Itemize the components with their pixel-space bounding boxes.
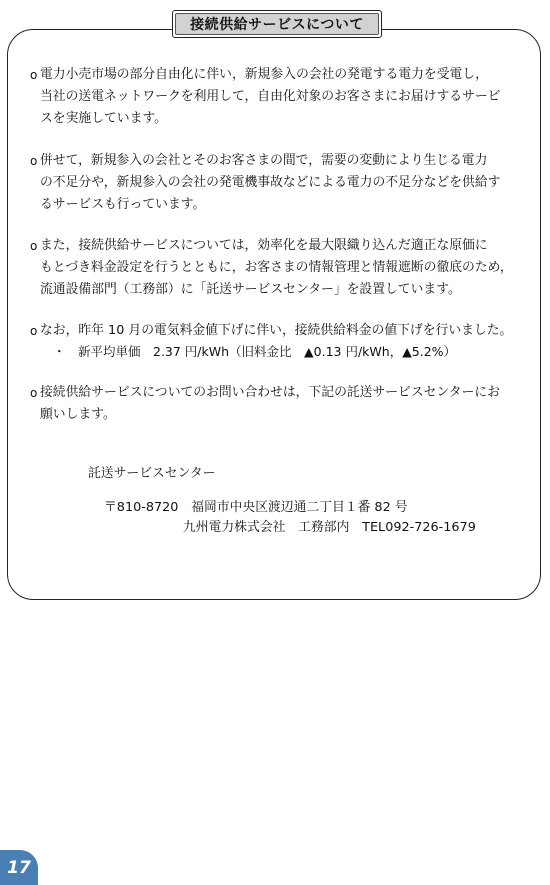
text-line: 願いします。 — [40, 407, 116, 422]
bullet-mark: o — [30, 68, 38, 82]
paragraph-4 — [40, 320, 528, 342]
page-number: 17 — [7, 857, 31, 878]
text-line: の不足分や，新規参入の会社の発電機事故などによる電力の不足分などを供給す — [40, 175, 501, 190]
text-line: 流通設備部門（工務部）に「託送サービスセンター」を設置しています。 — [40, 282, 461, 297]
text-line: 電力小売市場の部分自由化に伴い，新規参入の会社の発電する電力を受電し， — [40, 67, 488, 82]
paragraph-3 — [40, 235, 528, 301]
paragraph-1 — [40, 64, 528, 130]
paragraph-5 — [40, 382, 528, 426]
average-price-item: ・ 新平均単価 2.37 円/kWh（旧料金比 ▲0.13 円/kWh，▲5.2%） — [53, 344, 457, 359]
text-line: るサービスも行っています。 — [40, 197, 206, 212]
text-line: 併せて，新規参入の会社とそのお客さまの間で，需要の変動により生じる電力 — [40, 153, 488, 168]
bullet-mark: o — [30, 154, 38, 168]
bullet-mark: o — [30, 324, 38, 338]
contact-company-phone: 九州電力株式会社 工務部内 TEL092-726-1679 — [183, 520, 476, 535]
text-line: なお，昨年 10 月の電気料金値下げに伴い，接続供給料金の値下げを行いました。 — [40, 323, 513, 338]
text-line: スを実施しています。 — [40, 111, 167, 126]
text-line: もとづき料金設定を行うとともに，お客さまの情報管理と情報遮断の徹底のため， — [40, 260, 513, 275]
page-number-badge — [0, 850, 38, 885]
paragraph-2 — [40, 150, 528, 216]
text-line: 当社の送電ネットワークを利用して，自由化対象のお客さまにお届けするサービ — [40, 89, 501, 104]
text-line: また，接続供給サービスについては，効率化を最大限織り込んだ適正な原価に — [40, 238, 488, 253]
contact-center-name: 託送サービスセンター — [88, 466, 216, 481]
contact-address: 〒810-8720 福岡市中央区渡辺通二丁目１番 82 号 — [104, 500, 408, 515]
bullet-mark: o — [30, 386, 38, 400]
bullet-mark: o — [30, 239, 38, 253]
text-line: 接続供給サービスについてのお問い合わせは，下記の託送サービスセンターにお — [40, 385, 500, 400]
page-title: 接続供給サービスについて — [175, 13, 379, 35]
title-tab — [172, 10, 382, 38]
